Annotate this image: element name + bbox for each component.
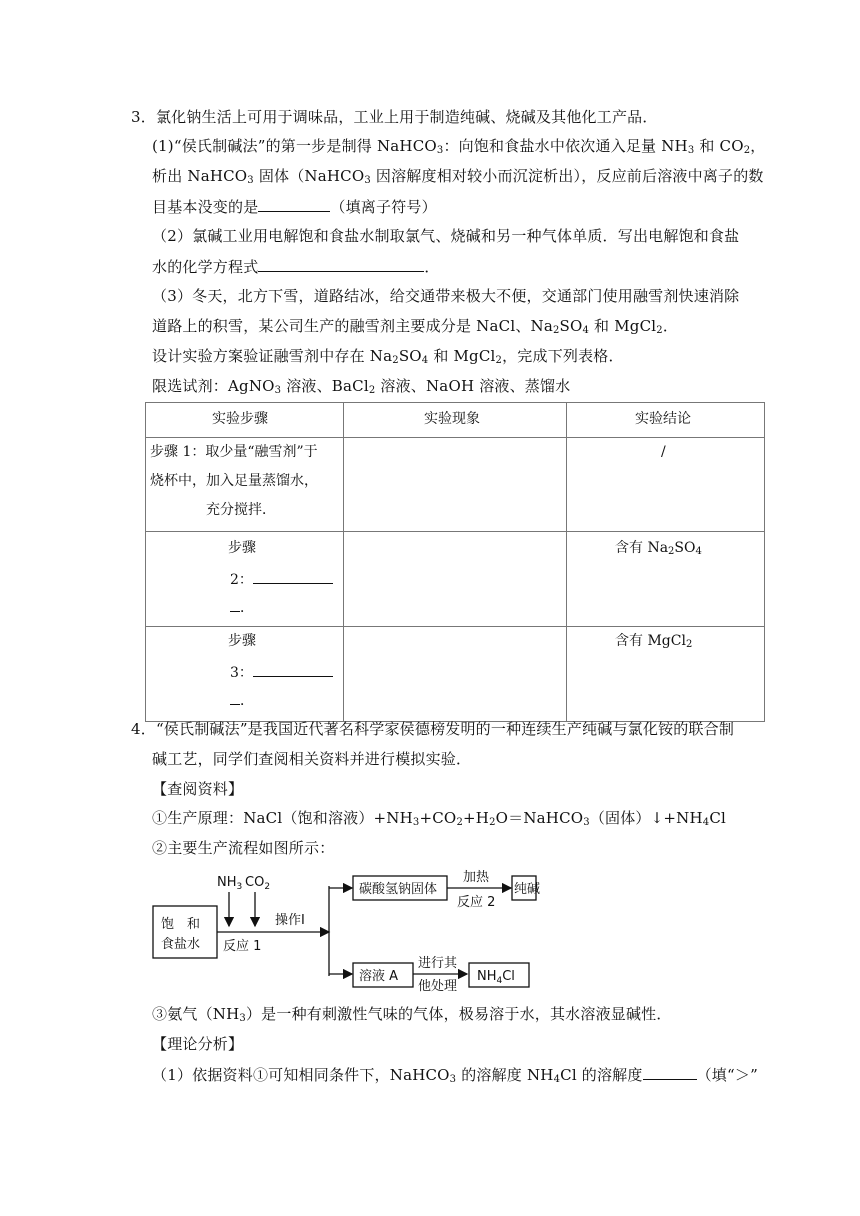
production-flow-diagram: [147, 868, 541, 996]
header-phenomena: 实验现象: [424, 411, 480, 427]
q3-part2-line1: （2）氯碱工业用电解饱和食盐水制取氯气、烧碱和另一种气体单质．写出电解饱和食盐: [152, 227, 740, 245]
answer-blank-step3[interactable]: [253, 661, 333, 677]
q3-part1-line1: (1)“侯氏制碱法”的第一步是制得 NaHCO$_3$：向饱和食盐水中依次通入足量 $NH_3$ 和 $CO_2$，: [152, 137, 766, 156]
header-steps: 实验步骤: [212, 411, 268, 427]
q3-part3-line1: （3）冬天，北方下雪，道路结冰，给交通带来极大不便，交通部门使用融雪剂快速消除: [152, 287, 740, 305]
table-row: 步骤 1：取少量“融雪剂”于 烧杯中，加入足量蒸馏水， 充分搅拌． /: [146, 438, 765, 532]
q3-part1-line2: 析出 NaHCO$_3$ 固体（NaHCO$_3$ 因溶解度相对较小而沉淀析出），反应前后溶液中离子的数: [152, 167, 764, 186]
q3-title: 3．氯化钠生活上可用于调味品，工业上用于制造纯碱、烧碱及其他化工产品．: [131, 108, 658, 126]
table-header-row: [146, 403, 765, 438]
label-co2: $CO_2$: [245, 875, 271, 892]
header-conclusion: 实验结论: [635, 411, 691, 427]
answer-blank-ions[interactable]: [258, 196, 330, 212]
q4-analysis-1: （1）依据资料①可知相同条件下，NaHCO$_3$ 的溶解度 $NH_4Cl$ 的溶解度 （填“＞”: [152, 1066, 758, 1085]
label-process-2: 他处理: [418, 979, 458, 994]
q4-principle: ①生产原理：NaCl（饱和溶液）$+NH_3+CO_2+H_2O=NaHCO_3$（固体）$↓+NH_4Cl$: [152, 809, 727, 828]
phenomenon-cell-2[interactable]: [344, 532, 566, 626]
q4-ammonia-note: ③氨气$(NH_3)$是一种有刺激性气味的气体，极易溶于水，其水溶液显碱性．: [152, 1005, 672, 1024]
label-reaction1: 反应 1: [223, 939, 262, 954]
answer-blank-solubility[interactable]: [643, 1064, 697, 1080]
q4-line2: 碱工艺，同学们查阅相关资料并进行模拟实验．: [152, 750, 472, 768]
label-operation1: 操作Ⅰ: [275, 913, 305, 928]
q3-part3-line3: 设计实验方案验证融雪剂中存在 $Na_2SO_4$ 和 MgCl$_2$，完成下列表格．: [152, 347, 624, 366]
q3-part1-line3: 目基本没变的是 （填离子符号）: [152, 198, 437, 216]
label-reaction2: 反应 2: [457, 895, 496, 910]
svg-text:纯碱: 纯碱: [514, 882, 541, 897]
answer-blank-equation[interactable]: [258, 256, 424, 272]
q4-flow-intro: ②主要生产流程如图所示：: [152, 839, 335, 857]
q4-heading-data: 【查阅资料】: [152, 780, 244, 798]
table-row: 步骤 3： ． 含有 MgCl$_2$: [146, 627, 765, 722]
phenomenon-cell-3[interactable]: [344, 627, 566, 721]
svg-text:NH4Cl: $NH_4Cl$: [477, 969, 515, 986]
label-nh3: $NH_3$: [217, 875, 243, 892]
q4-heading-analysis: 【理论分析】: [152, 1035, 244, 1053]
label-process-1: 进行其: [418, 956, 458, 971]
svg-text:饱 和: 饱 和: [161, 917, 201, 932]
experiment-table: [145, 402, 765, 722]
table-row: 步骤 2： ． 含有 $Na_2SO_4$: [146, 532, 765, 627]
svg-text:碳酸氢钠固体: 碳酸氢钠固体: [359, 882, 438, 897]
answer-blank-step2[interactable]: [253, 568, 333, 584]
q3-part2-line2: 水的化学方程式 ．: [152, 258, 440, 276]
q3-part3-line2: 道路上的积雪，某公司生产的融雪剂主要成分是 NaCl、$Na_2SO_4$ 和 MgCl$_2$．: [152, 317, 679, 336]
phenomenon-cell-1[interactable]: [344, 438, 566, 531]
q3-part3-line4: 限选试剂：AgNO$_3$ 溶液、BaCl$_2$ 溶液、NaOH 溶液、蒸馏水: [152, 377, 571, 396]
svg-text:食盐水: 食盐水: [161, 937, 201, 952]
label-heat: 加热: [463, 870, 490, 885]
q4-line1: 4．“侯氏制碱法”是我国近代著名科学家侯德榜发明的一种连续生产纯碱与氯化铵的联合制: [131, 720, 735, 738]
svg-text:溶液 A: 溶液 A: [359, 969, 399, 984]
